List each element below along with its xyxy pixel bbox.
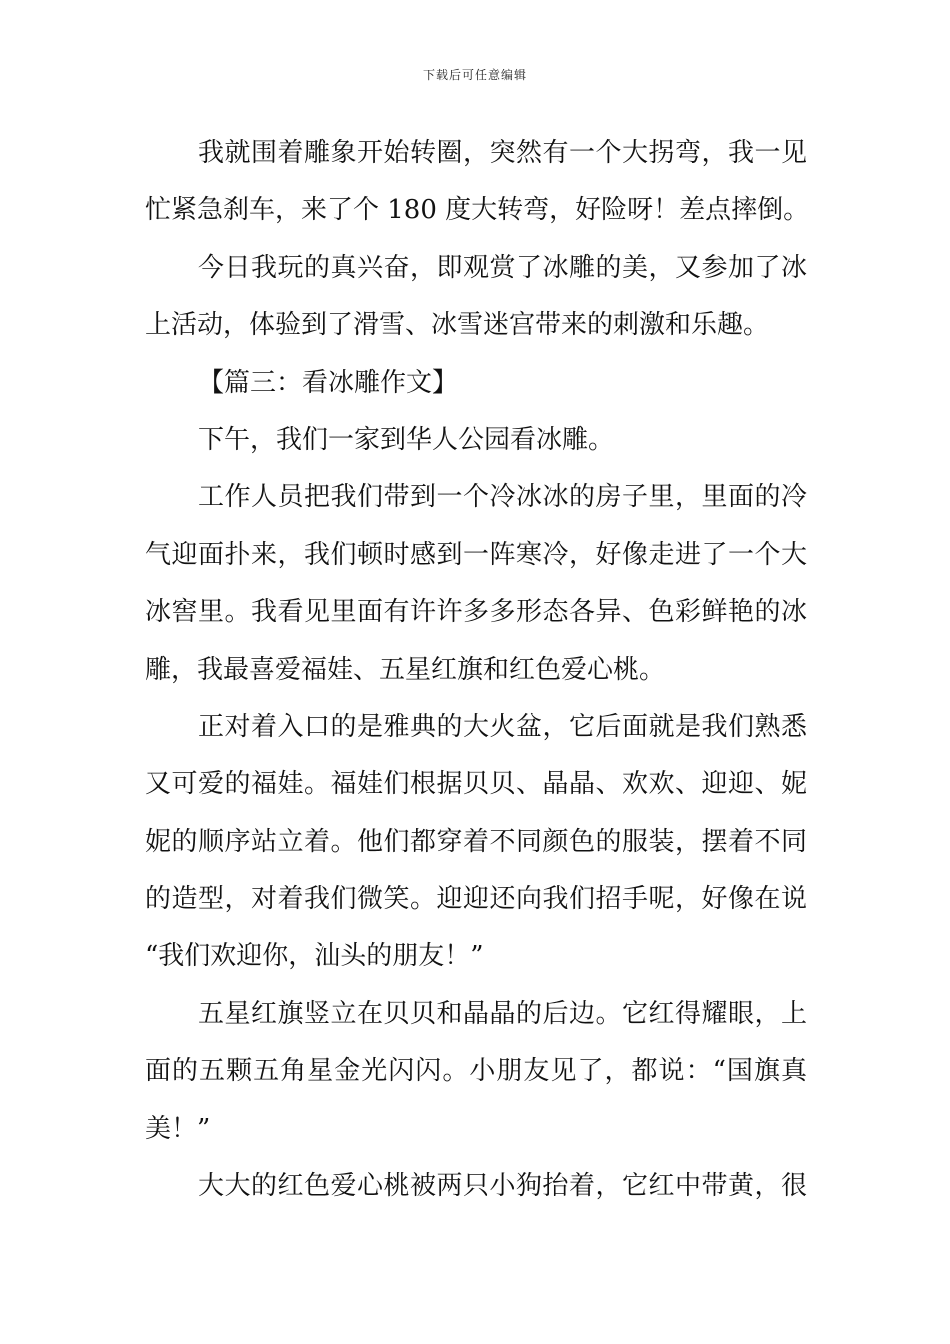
text-line: “我们欢迎你，汕头的朋友！” bbox=[145, 941, 484, 972]
text-line: 正对着入口的是雅典的大火盆，它后面就是我们熟悉 bbox=[198, 711, 807, 742]
text-line: 冰窖里。我看见里面有许许多多形态各异、色彩鲜艳的冰 bbox=[145, 597, 807, 628]
text-line: 气迎面扑来，我们顿时感到一阵寒冷，好像走进了一个大 bbox=[145, 539, 807, 570]
text-line: 下午，我们一家到华人公园看冰雕。 bbox=[198, 424, 615, 455]
text-line: 美！” bbox=[145, 1113, 211, 1144]
section-heading: 【篇三：看冰雕作文】 bbox=[198, 367, 459, 398]
text-line: 雕，我最喜爱福娃、五星红旗和红色爱心桃。 bbox=[145, 654, 666, 685]
text-line: 又可爱的福娃。福娃们根据贝贝、晶晶、欢欢、迎迎、妮 bbox=[145, 769, 807, 800]
text-line: 大大的红色爱心桃被两只小狗抬着，它红中带黄，很 bbox=[198, 1171, 807, 1202]
text-line: 忙紧急刹车，来了个 180 度大转弯，好险呀！差点摔倒。 bbox=[145, 195, 810, 226]
text-line: 工作人员把我们带到一个冷冰冰的房子里，里面的冷 bbox=[198, 482, 807, 513]
text-line: 妮的顺序站立着。他们都穿着不同颜色的服装，摆着不同 bbox=[145, 826, 807, 857]
text-line: 今日我玩的真兴奋，即观赏了冰雕的美，又参加了冰 bbox=[198, 252, 807, 283]
page-header-note: 下载后可任意编辑 bbox=[422, 68, 527, 82]
text-line: 我就围着雕象开始转圈，突然有一个大拐弯，我一见 bbox=[198, 138, 807, 168]
document-body bbox=[145, 125, 810, 1215]
text-line: 上活动，体验到了滑雪、冰雪迷宫带来的刺激和乐趣。 bbox=[145, 310, 770, 341]
text-line: 的造型，对着我们微笑。迎迎还向我们招手呢，好像在说 bbox=[145, 884, 807, 915]
text-line: 五星红旗竖立在贝贝和晶晶的后边。它红得耀眼，上 bbox=[198, 998, 807, 1029]
text-line: 面的五颗五角星金光闪闪。小朋友见了，都说：“国旗真 bbox=[145, 1056, 807, 1087]
